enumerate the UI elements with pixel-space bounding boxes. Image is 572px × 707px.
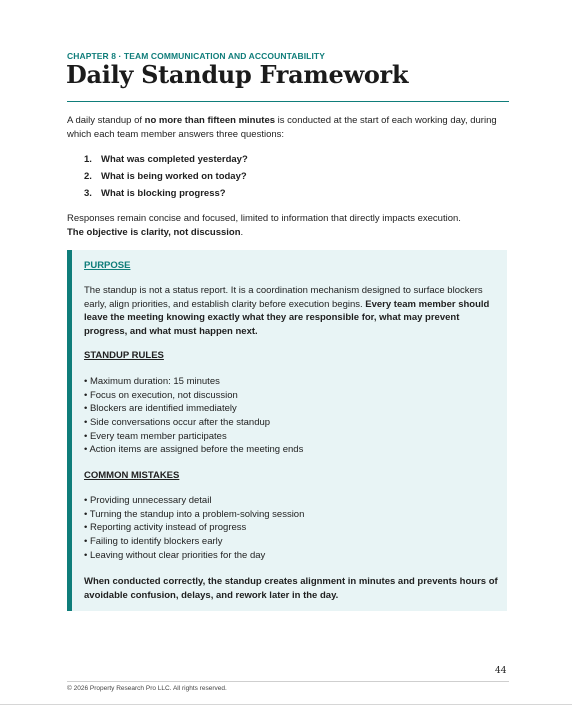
page-edge-divider: [0, 704, 572, 705]
intro-text-start: A daily standup of: [67, 115, 145, 126]
responses-emphasis: The objective is clarity, not discussion: [67, 226, 241, 238]
responses-paragraph: [67, 212, 507, 239]
callout-panel: [67, 250, 507, 611]
page-title: Daily Standup Framework: [66, 60, 409, 89]
question-text: What is being worked on today?: [101, 171, 247, 182]
closing-statement: When conducted correctly, the standup creates alignment in minutes and prevents hours of avoidable confusion, delays, and rework later in the day.: [84, 576, 498, 601]
chapter-label: CHAPTER 8 · TEAM COMMUNICATION AND ACCOUNTABILITY: [67, 51, 325, 61]
rule-item: • Focus on execution, not discussion: [84, 389, 238, 401]
question-item: [84, 153, 248, 170]
copyright-notice: © 2026 Property Research Pro LLC. All rights reserved.: [67, 685, 227, 692]
mistakes-list: [84, 494, 304, 562]
rule-item: • Side conversations occur after the standup: [84, 417, 271, 429]
rule-item: • Maximum duration: 15 minutes: [84, 376, 220, 387]
mistakes-heading: COMMON MISTAKES: [84, 470, 180, 481]
responses-text: Responses remain concise and focused, limited to information that directly impacts execution.: [67, 213, 461, 224]
rules-heading: STANDUP RULES: [84, 350, 164, 361]
question-item: [84, 170, 248, 187]
mistake-item: • Failing to identify blockers early: [84, 536, 223, 548]
intro-paragraph: [67, 114, 507, 142]
purpose-paragraph: [84, 284, 499, 338]
rule-item: • Blockers are identified immediately: [84, 403, 237, 415]
questions-list: [84, 153, 248, 204]
question-text: What is blocking progress?: [101, 188, 226, 199]
intro-emphasis: no more than fifteen minutes: [144, 115, 276, 126]
question-text: What was completed yesterday?: [101, 154, 248, 165]
question-number: 2.: [84, 171, 92, 182]
purpose-text: The standup is not a status report. It is a coordination mechanism designed to surface blockers early, align priorities, and establish clarity before execution begins.: [84, 285, 483, 310]
question-number: 3.: [84, 188, 92, 199]
question-item: [84, 187, 248, 204]
mistake-item: • Providing unnecessary detail: [84, 495, 212, 506]
footer-divider: [67, 681, 509, 682]
mistake-item: • Leaving without clear priorities for the day: [84, 549, 266, 561]
mistake-item: • Turning the standup into a problem-solving session: [84, 508, 305, 520]
purpose-heading: PURPOSE: [84, 260, 131, 271]
mistake-item: • Reporting activity instead of progress: [84, 522, 247, 534]
intro-text-end: is conducted at the start of each working day, during which each team member answers three questions:: [67, 115, 497, 140]
rules-list: [84, 375, 303, 457]
responses-period: .: [240, 226, 244, 238]
page-number: 44: [495, 666, 507, 676]
title-divider: [67, 101, 509, 102]
rule-item: • Every team member participates: [84, 430, 227, 442]
rule-item: • Action items are assigned before the meeting ends: [84, 444, 304, 456]
purpose-emphasis: Every team member should leave the meeting knowing exactly what they are responsible for, what may prevent progress, and what must happen next.: [84, 298, 490, 337]
question-number: 1.: [84, 154, 92, 165]
